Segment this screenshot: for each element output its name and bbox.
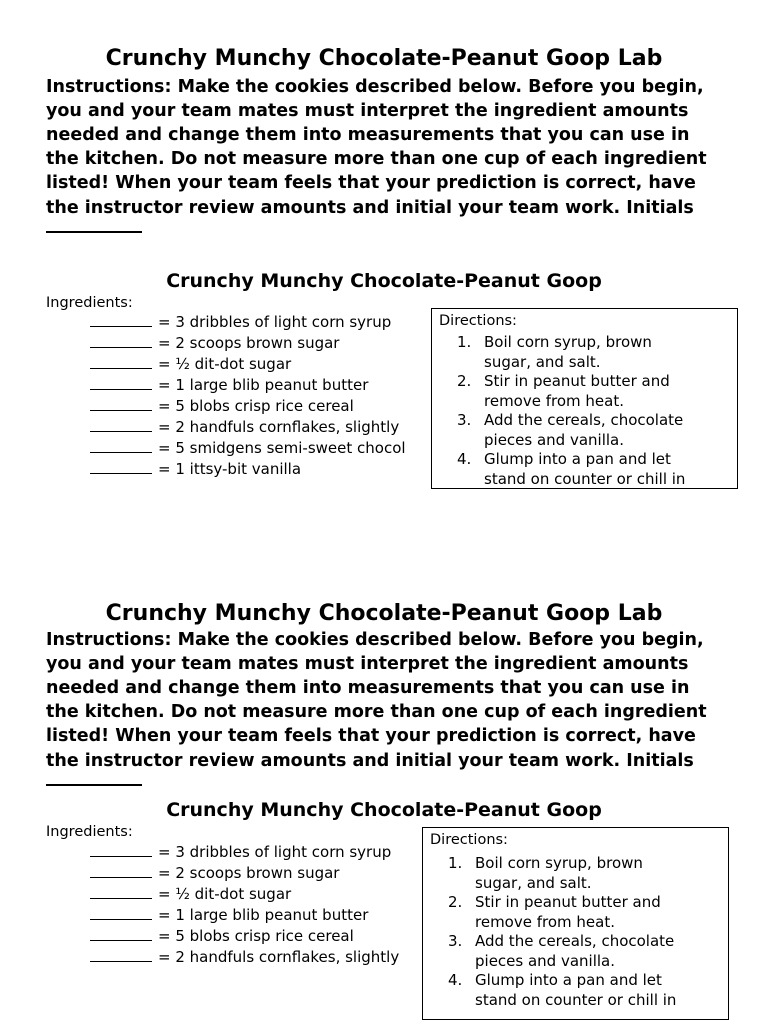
ingredient-text: = 3 dribbles of light corn syrup	[158, 313, 392, 331]
step-text: Boil corn syrup, brown	[484, 333, 652, 351]
direction-step	[430, 931, 725, 971]
step-text: Add the cereals, chocolate	[484, 411, 684, 429]
ingredient-text: = ½ dit-dot sugar	[158, 355, 292, 373]
instructions-line: listed! When your team feels that your prediction is correct, have	[46, 173, 696, 193]
ingredient-text: = 5 smidgens semi-sweet chocol	[158, 439, 406, 457]
step-number: 3.	[448, 932, 463, 950]
ingredient-text: = 5 blobs crisp rice cereal	[158, 927, 354, 945]
instructions-line: Instructions: Make the cookies described below. Before you begin,	[46, 630, 704, 650]
amount-blank[interactable]	[90, 417, 152, 432]
ingredients-list	[0, 840, 425, 970]
amount-blank[interactable]	[90, 863, 152, 878]
amount-blank[interactable]	[90, 905, 152, 920]
ingredient-text: = 2 handfuls cornflakes, slightly	[158, 418, 400, 436]
amount-blank[interactable]	[90, 333, 152, 348]
lab-title: Crunchy Munchy Chocolate-Peanut Goop Lab	[105, 46, 663, 71]
instructions-line: the kitchen. Do not measure more than one cup of each ingredient	[46, 149, 707, 169]
ingredient-row	[90, 417, 399, 436]
amount-blank[interactable]	[90, 884, 152, 899]
ingredients-label: Ingredients:	[46, 824, 133, 840]
step-text: stand on counter or chill in	[484, 470, 686, 488]
step-text: Add the cereals, chocolate	[475, 932, 675, 950]
instructions-line: the instructor review amounts and initial your team work. Initials	[46, 198, 694, 218]
amount-blank[interactable]	[90, 459, 152, 474]
lab-title: Crunchy Munchy Chocolate-Peanut Goop Lab	[105, 601, 663, 626]
ingredients-label: Ingredients:	[46, 295, 133, 311]
step-text: pieces and vanilla.	[484, 431, 625, 449]
ingredient-text: = 2 handfuls cornflakes, slightly	[158, 948, 400, 966]
ingredient-text: = 3 dribbles of light corn syrup	[158, 843, 392, 861]
instructions-line: the instructor review amounts and initial your team work. Initials	[46, 751, 694, 771]
directions-list	[439, 332, 734, 488]
step-text: Boil corn syrup, brown	[475, 854, 643, 872]
directions-box	[431, 308, 738, 489]
ingredient-row	[90, 396, 354, 415]
amount-blank[interactable]	[90, 354, 152, 369]
amount-blank[interactable]	[90, 396, 152, 411]
step-text: stand on counter or chill in	[475, 991, 677, 1009]
instructions-line: needed and change them into measurements that you can use in	[46, 125, 690, 145]
step-text: Stir in peanut butter and	[475, 893, 661, 911]
ingredient-row	[90, 842, 391, 861]
step-number: 2.	[457, 372, 472, 390]
instructions-line: listed! When your team feels that your prediction is correct, have	[46, 726, 696, 746]
step-text: remove from heat.	[484, 392, 624, 410]
instructions-line: the kitchen. Do not measure more than one cup of each ingredient	[46, 702, 707, 722]
step-text: Glump into a pan and let	[475, 971, 662, 989]
initials-blank[interactable]	[46, 784, 142, 786]
direction-step	[430, 892, 725, 932]
step-text: sugar, and salt.	[484, 353, 601, 371]
amount-blank[interactable]	[90, 926, 152, 941]
recipe-title: Crunchy Munchy Chocolate-Peanut Goop	[166, 799, 602, 821]
step-number: 4.	[457, 450, 472, 468]
direction-step	[439, 371, 734, 411]
ingredient-row	[90, 884, 291, 903]
step-text: sugar, and salt.	[475, 874, 592, 892]
ingredient-row	[90, 312, 391, 331]
ingredient-row	[90, 947, 399, 966]
ingredient-row	[90, 926, 354, 945]
amount-blank[interactable]	[90, 438, 152, 453]
ingredients-list	[0, 310, 432, 485]
step-text: Glump into a pan and let	[484, 450, 671, 468]
direction-step	[439, 332, 734, 372]
amount-blank[interactable]	[90, 842, 152, 857]
ingredient-row	[90, 354, 291, 373]
ingredient-row	[90, 459, 301, 478]
recipe-title: Crunchy Munchy Chocolate-Peanut Goop	[166, 270, 602, 292]
ingredient-text: = 5 blobs crisp rice cereal	[158, 397, 354, 415]
ingredient-text: = ½ dit-dot sugar	[158, 885, 292, 903]
ingredient-row	[90, 333, 339, 352]
direction-step	[439, 410, 734, 450]
instructions-line: you and your team mates must interpret the ingredient amounts	[46, 654, 689, 674]
step-number: 1.	[457, 333, 472, 351]
step-text: remove from heat.	[475, 913, 615, 931]
ingredient-row	[90, 863, 339, 882]
directions-label: Directions:	[430, 832, 508, 848]
instructions-line: Instructions: Make the cookies described below. Before you begin,	[46, 77, 704, 97]
amount-blank[interactable]	[90, 375, 152, 390]
ingredient-row	[90, 375, 368, 394]
direction-step	[430, 853, 725, 893]
step-number: 4.	[448, 971, 463, 989]
ingredient-text: = 1 large blib peanut butter	[158, 906, 369, 924]
step-text: pieces and vanilla.	[475, 952, 616, 970]
ingredient-text: = 2 scoops brown sugar	[158, 334, 340, 352]
direction-step	[430, 970, 725, 1010]
amount-blank[interactable]	[90, 947, 152, 962]
step-number: 1.	[448, 854, 463, 872]
step-number: 2.	[448, 893, 463, 911]
ingredient-text: = 2 scoops brown sugar	[158, 864, 340, 882]
step-text: Stir in peanut butter and	[484, 372, 670, 390]
ingredient-row	[90, 438, 406, 457]
direction-step	[439, 449, 734, 489]
step-number: 3.	[457, 411, 472, 429]
ingredient-text: = 1 ittsy-bit vanilla	[158, 460, 302, 478]
ingredient-text: = 1 large blib peanut butter	[158, 376, 369, 394]
directions-list	[430, 853, 725, 1009]
instructions-line: needed and change them into measurements that you can use in	[46, 678, 690, 698]
instructions-line: you and your team mates must interpret the ingredient amounts	[46, 101, 689, 121]
amount-blank[interactable]	[90, 312, 152, 327]
initials-blank[interactable]	[46, 231, 142, 233]
directions-box	[422, 827, 729, 1020]
ingredient-row	[90, 905, 368, 924]
directions-label: Directions:	[439, 313, 517, 329]
